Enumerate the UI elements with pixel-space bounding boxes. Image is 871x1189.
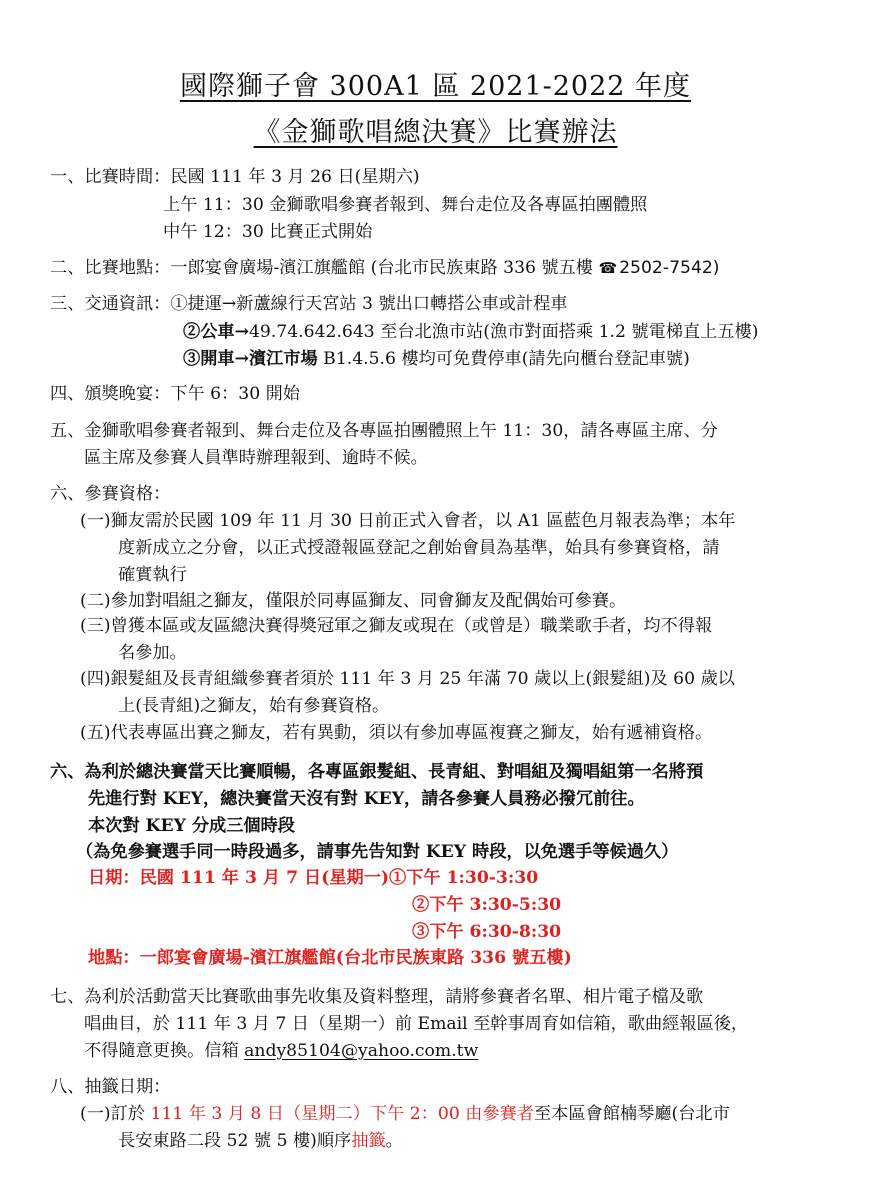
section-7-line-3 [84,1039,478,1063]
title-line-1: 國際獅子會 300A1 區 2021-2022 年度 [179,71,692,102]
key-slot-2: ②下午 3:30-5:30 [412,895,562,915]
section-1-time: 一、比賽時間：民國 111 年 3 月 26 日(星期六) [50,167,420,187]
section-7-line-1: 七、為利於活動當天比賽歌曲事先收集及資料整理，請將參賽者名單、相片電子檔及歌 [50,987,704,1007]
section-7-line-2: 唱曲目，於 111 年 3 月 7 日（星期一）前 Email 至幹事周育如信箱，歌曲經報區後， [84,1014,749,1034]
section-2-label: 二、比賽地點：一郎宴會廣場-濱江旗艦館 (台北市民族東路 336 號五樓 [50,258,593,278]
section-6b-line-1: 六、為利於總決賽當天比賽順暢，各專區銀髮組、長青組、對唱組及獨唱組第一名將預 [50,762,704,782]
phone-icon: ☎ [598,259,618,277]
section-6-item-1-b: 度新成立之分會，以正式授證報區登記之創始會員為基準，始具有參賽資格，請 [118,538,720,558]
key-slot-3: ③下午 6:30-8:30 [412,922,562,942]
section-6-item-3-b: 名參加。 [118,643,187,663]
section-6b-line-4: （為免參賽選手同一時段過多，請事先告知對 KEY 時段，以免選手等候過久） [76,842,679,862]
section-8-item-1-b: 長安東路二段 52 號 5 樓)順序抽籤。 [118,1131,403,1151]
section-4-banquet: 四、頒獎晚宴：下午 6：30 開始 [50,384,300,404]
section-6b-line-2: 先進行對 KEY，總決賽當天沒有對 KEY，請各參賽人員務必撥冗前往。 [88,789,645,809]
section-6b-line-3: 本次對 KEY 分成三個時段 [88,816,295,836]
section-3-transport-bus: ②公車→49.74.642.643 至台北漁市站(漁市對面搭乘 1.2 號電梯直上五樓) [183,322,759,342]
section-2-venue [50,256,720,280]
section-1-line-3: 中午 12：30 比賽正式開始 [163,222,373,242]
section-6-item-2: (二)參加對唱組之獅友，僅限於同專區獅友、同會獅友及配偶始可參賽。 [80,591,627,611]
key-slot-1: ①下午 1:30-3:30 [389,868,539,888]
section-1-line-2: 上午 11：30 金獅歌唱參賽者報到、舞台走位及各專區拍團體照 [163,195,648,215]
section-7-line-3-prefix: 不得隨意更換。信箱 [84,1041,245,1061]
section-5-line-1: 五、金獅歌唱參賽者報到、舞台走位及各專區拍團體照上午 11：30，請各專區主席、分 [50,421,718,441]
section-8-item-1-a: (一)訂於 111 年 3 月 8 日（星期二）下午 2：00 由參賽者至本區會館楠琴廳(台北市 [80,1104,730,1124]
key-date-label: 日期：民國 111 年 3 月 7 日(星期一) [88,868,390,888]
section-6-item-4-a: (四)銀髮組及長青組織參賽者須於 111 年 3 月 25 年滿 70 歲以上(銀髮組)及 60 歲以 [80,669,735,689]
key-date [88,866,538,890]
section-6-item-5: (五)代表專區出賽之獅友，若有異動，須以有參加專區複賽之獅友，始有遞補資格。 [80,723,713,743]
section-6-item-1-a: (一)獅友需於民國 109 年 11 月 30 日前正式入會者，以 A1 區藍色月報表為準；本年 [80,511,736,531]
section-6-item-1-c: 確實執行 [118,565,187,585]
section-6-label: 六、參賽資格： [50,484,171,504]
section-6-item-4-b: 上(長青組)之獅友，始有參賽資格。 [118,696,390,716]
section-3-transport-mrt: 三、交通資訊：①捷運→新蘆線行天宮站 3 號出口轉搭公車或計程車 [50,294,568,314]
key-place: 地點：一郎宴會廣場-濱江旗艦館(台北市民族東路 336 號五樓) [88,948,572,968]
section-6-item-3-a: (三)曾獲本區或友區總決賽得獎冠軍之獅友或現在（或曾是）職業歌手者，均不得報 [80,616,713,636]
email-link[interactable]: andy85104@yahoo.com.tw [244,1041,479,1061]
section-2-phone: 2502-7542) [619,258,720,278]
section-3-transport-car: ③開車→濱江市場 B1.4.5.6 樓均可免費停車(請先向櫃台登記車號) [183,349,690,369]
title-line-2: 《金獅歌唱總決賽》比賽辦法 [253,117,618,148]
section-5-line-2: 區主席及參賽人員準時辦理報到、逾時不候。 [84,448,428,468]
section-8-label: 八、抽籤日期： [50,1077,171,1097]
